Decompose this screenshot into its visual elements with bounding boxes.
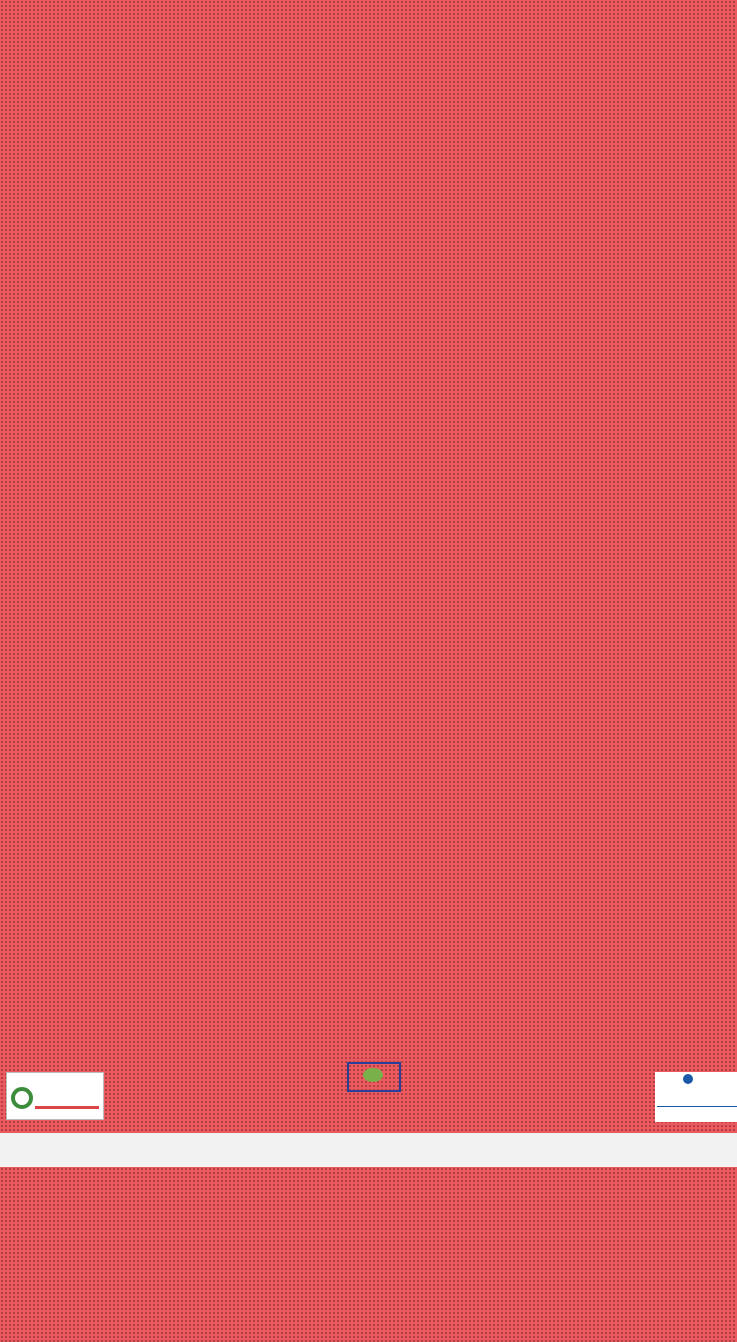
delm-logo	[655, 1072, 737, 1122]
ministry-emblem-icon	[363, 1068, 383, 1082]
table-panel-bottom	[0, 1167, 737, 1342]
nousp-emblem-icon	[11, 1087, 33, 1109]
nousp-logo	[6, 1072, 104, 1120]
page-break	[0, 1133, 737, 1167]
ministry-of-health-logo	[345, 1062, 403, 1130]
delm-person-icon	[683, 1074, 693, 1084]
